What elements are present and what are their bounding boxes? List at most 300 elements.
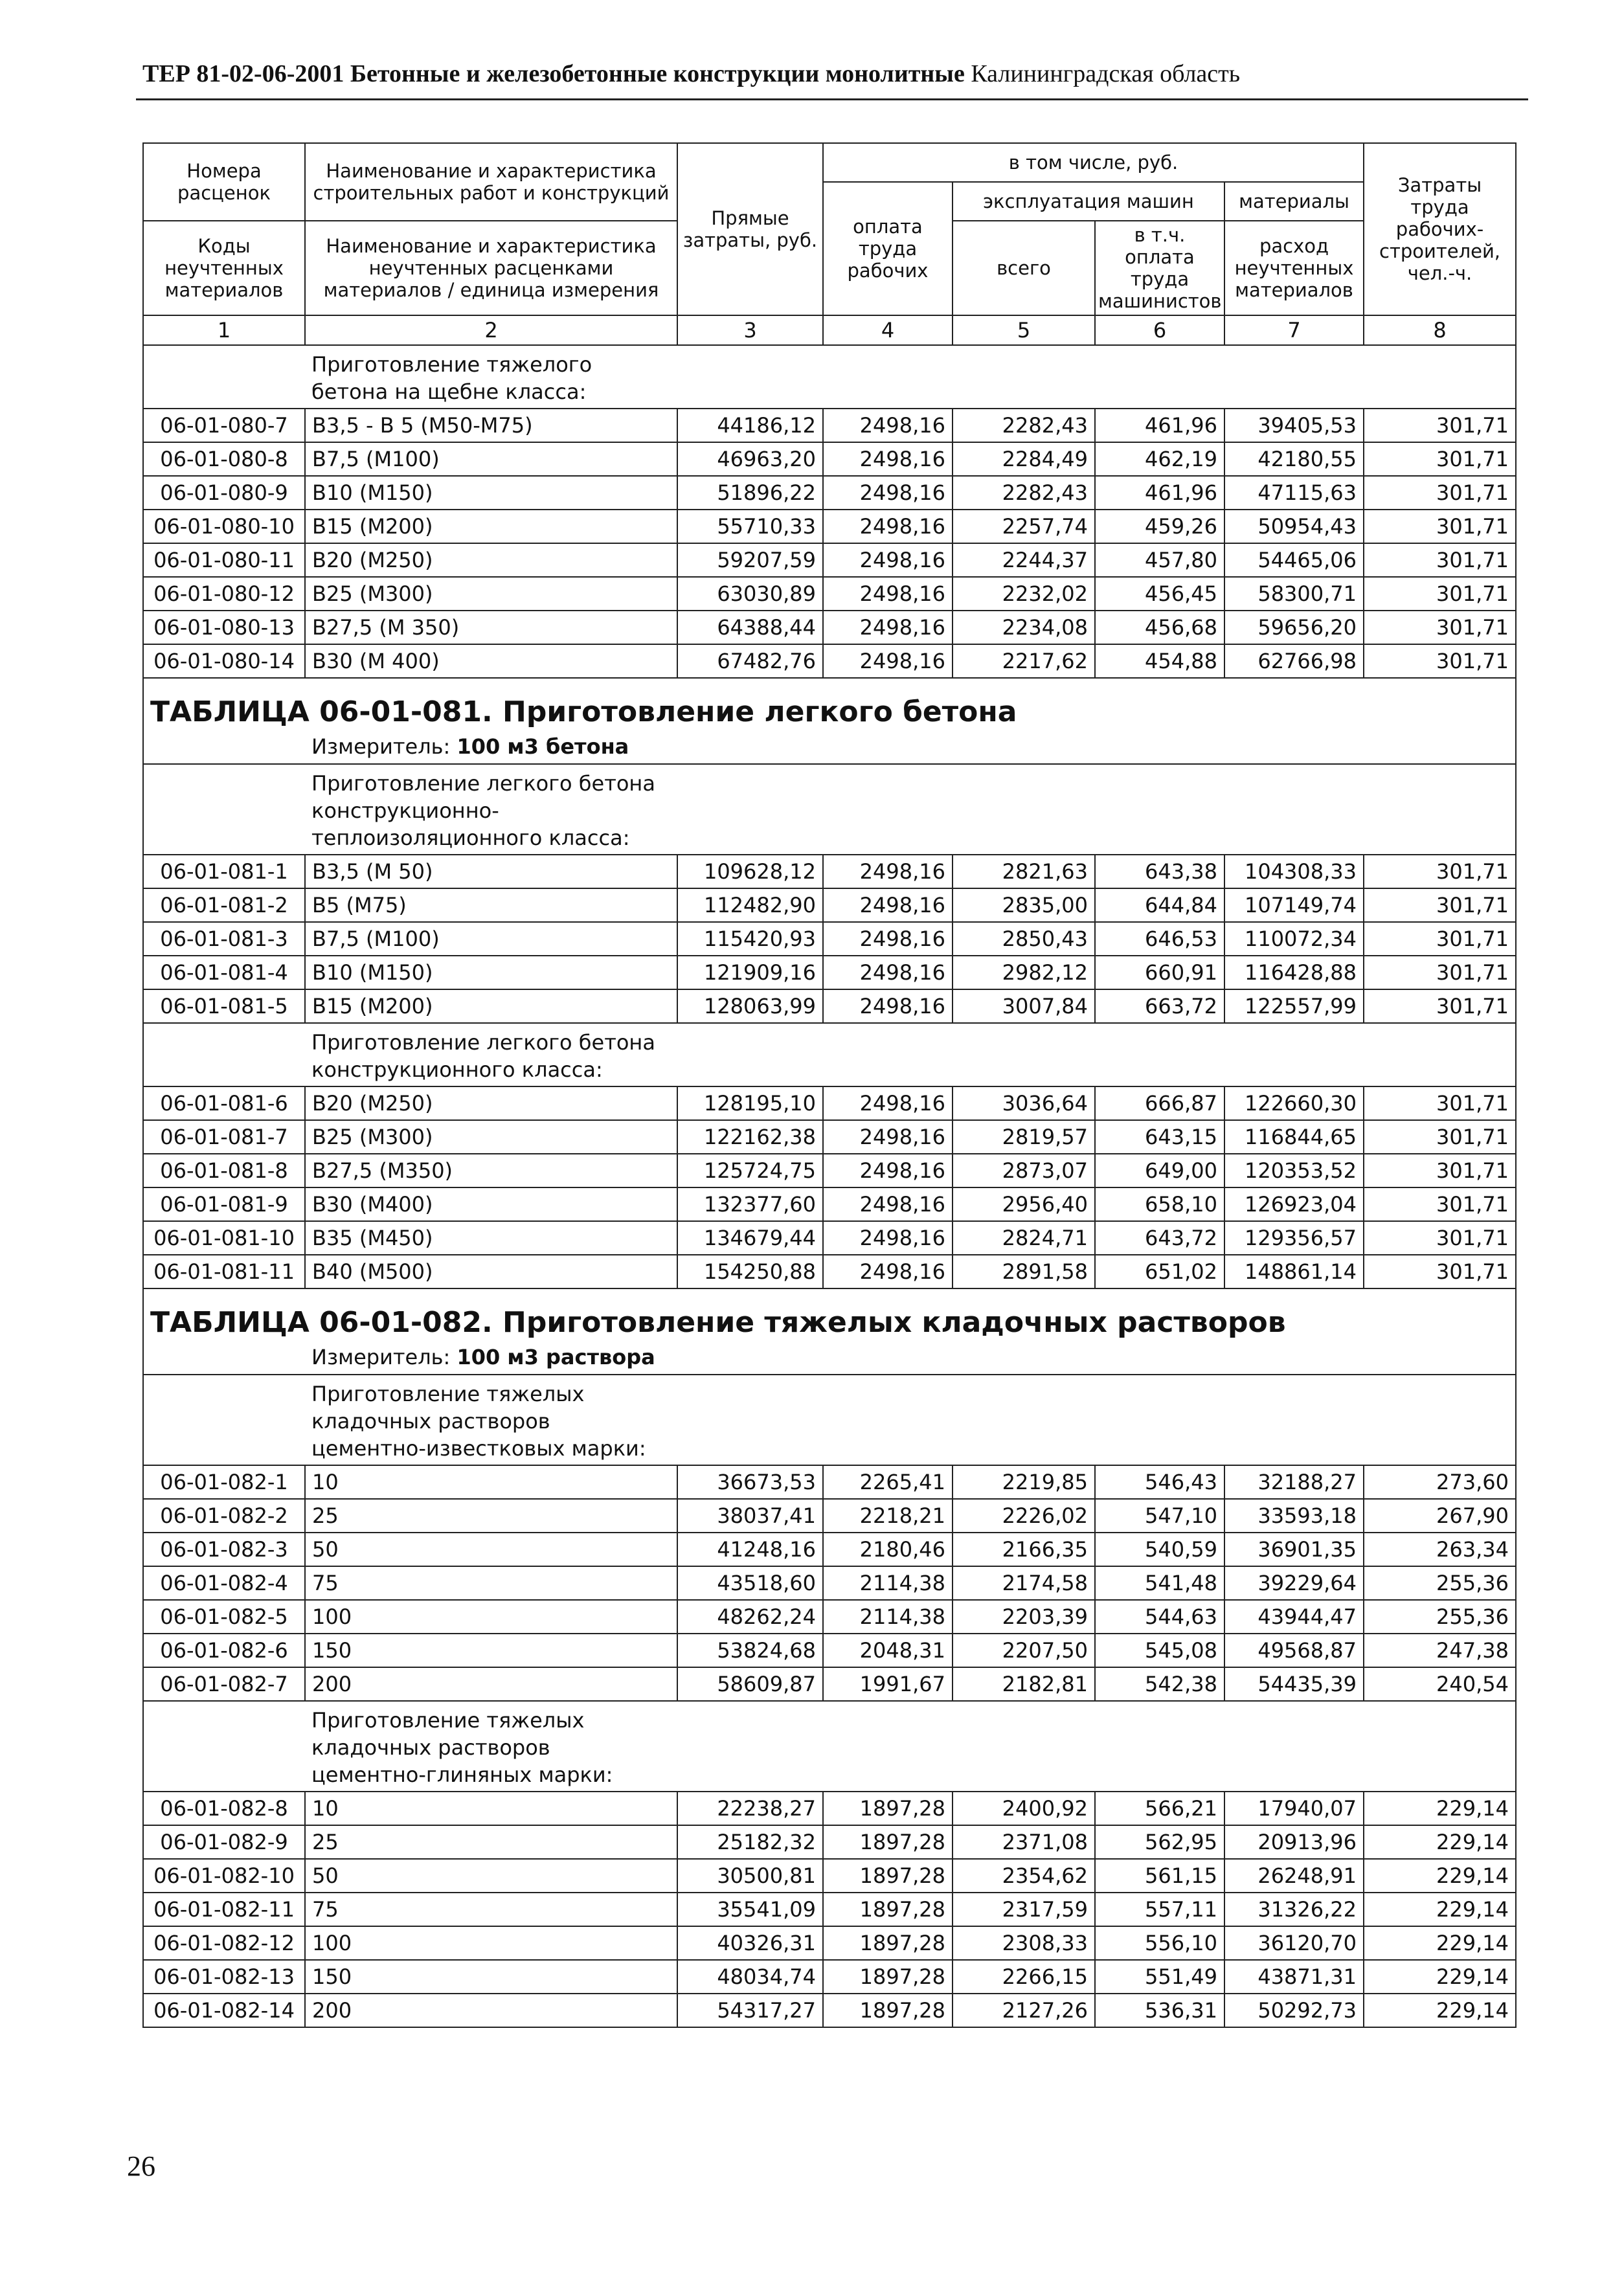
table-row <box>143 1600 1516 1634</box>
col-incl-header: в том числе, руб. <box>823 143 1364 182</box>
measure-value: 100 м3 раствора <box>457 1345 655 1369</box>
work-name: В15 (М200) <box>305 510 677 543</box>
rate-code: 06-01-080-11 <box>143 543 305 577</box>
machine-total: 2354,62 <box>953 1859 1095 1893</box>
direct-cost: 132377,60 <box>677 1187 823 1221</box>
rate-code: 06-01-082-2 <box>143 1499 305 1533</box>
work-name: В3,5 (М 50) <box>305 855 677 888</box>
col-num-7: 7 <box>1224 315 1364 345</box>
direct-cost: 128063,99 <box>677 989 823 1023</box>
machine-total: 2217,62 <box>953 644 1095 678</box>
group-caption: Приготовление тяжелого бетона на щебне класса: <box>311 352 592 404</box>
rate-code: 06-01-082-5 <box>143 1600 305 1634</box>
col-mach-pay-header: в т.ч. оплата труда машинистов <box>1095 221 1224 315</box>
direct-cost: 22238,27 <box>677 1792 823 1825</box>
materials-cost: 47115,63 <box>1224 476 1364 510</box>
group-spacer <box>143 1375 305 1465</box>
labor-pay: 2114,38 <box>823 1566 953 1600</box>
table-row <box>143 1825 1516 1859</box>
col-mat-header: материалы <box>1224 182 1364 221</box>
rate-code: 06-01-081-2 <box>143 888 305 922</box>
machine-total: 2371,08 <box>953 1825 1095 1859</box>
section-title: ТАБЛИЦА 06-01-082. Приготовление тяжелых кладочных растворов <box>150 1306 1286 1339</box>
machinist-pay: 547,10 <box>1095 1499 1224 1533</box>
machine-total: 2257,74 <box>953 510 1095 543</box>
direct-cost: 43518,60 <box>677 1566 823 1600</box>
group-spacer <box>677 1701 1516 1792</box>
machine-total: 2819,57 <box>953 1120 1095 1154</box>
materials-cost: 33593,18 <box>1224 1499 1364 1533</box>
labor-pay: 2498,16 <box>823 409 953 442</box>
materials-cost: 49568,87 <box>1224 1634 1364 1667</box>
column-numbers-row <box>143 315 1516 345</box>
machine-total: 2219,85 <box>953 1465 1095 1499</box>
labor-hours: 301,71 <box>1364 855 1516 888</box>
labor-hours: 301,71 <box>1364 1255 1516 1288</box>
labor-hours: 263,34 <box>1364 1533 1516 1566</box>
materials-cost: 104308,33 <box>1224 855 1364 888</box>
table-row <box>143 442 1516 476</box>
labor-pay: 2048,31 <box>823 1634 953 1667</box>
work-name: 25 <box>305 1499 677 1533</box>
labor-hours: 301,71 <box>1364 1187 1516 1221</box>
group-spacer <box>677 345 1516 409</box>
work-name: 100 <box>305 1926 677 1960</box>
rate-code: 06-01-081-5 <box>143 989 305 1023</box>
labor-hours: 301,71 <box>1364 611 1516 644</box>
materials-cost: 36901,35 <box>1224 1533 1364 1566</box>
work-name: 75 <box>305 1566 677 1600</box>
materials-cost: 31326,22 <box>1224 1893 1364 1926</box>
materials-cost: 43871,31 <box>1224 1960 1364 1994</box>
rate-code: 06-01-080-12 <box>143 577 305 611</box>
machine-total: 2400,92 <box>953 1792 1095 1825</box>
page-header <box>142 60 1528 88</box>
rate-code: 06-01-081-8 <box>143 1154 305 1187</box>
work-name: 10 <box>305 1792 677 1825</box>
machinist-pay: 644,84 <box>1095 888 1224 922</box>
work-name: В10 (М150) <box>305 476 677 510</box>
rate-code: 06-01-082-3 <box>143 1533 305 1566</box>
table-row <box>143 644 1516 678</box>
direct-cost: 46963,20 <box>677 442 823 476</box>
col-num-4: 4 <box>823 315 953 345</box>
group-caption: Приготовление легкого бетона конструкционно-теплоизоляционного класса: <box>311 771 655 850</box>
labor-hours: 229,14 <box>1364 1825 1516 1859</box>
machine-total: 2824,71 <box>953 1221 1095 1255</box>
direct-cost: 64388,44 <box>677 611 823 644</box>
col-num-3: 3 <box>677 315 823 345</box>
labor-hours: 301,71 <box>1364 510 1516 543</box>
group-spacer <box>143 345 305 409</box>
machine-total: 2317,59 <box>953 1893 1095 1926</box>
labor-hours: 229,14 <box>1364 1994 1516 2027</box>
work-name: В10 (М150) <box>305 956 677 989</box>
rate-code: 06-01-081-3 <box>143 922 305 956</box>
rate-code: 06-01-081-1 <box>143 855 305 888</box>
labor-pay: 2498,16 <box>823 922 953 956</box>
direct-cost: 51896,22 <box>677 476 823 510</box>
rate-code: 06-01-081-9 <box>143 1187 305 1221</box>
direct-cost: 40326,31 <box>677 1926 823 1960</box>
direct-cost: 25182,32 <box>677 1825 823 1859</box>
section-title-row <box>143 678 1516 734</box>
rate-code: 06-01-082-12 <box>143 1926 305 1960</box>
direct-cost: 53824,68 <box>677 1634 823 1667</box>
col-mach-header: эксплуатация машин <box>953 182 1224 221</box>
group-caption-row <box>143 1375 1516 1465</box>
measure-spacer <box>143 734 305 764</box>
materials-cost: 20913,96 <box>1224 1825 1364 1859</box>
page-number: 26 <box>127 2150 155 2182</box>
machinist-pay: 666,87 <box>1095 1086 1224 1120</box>
labor-hours: 301,71 <box>1364 543 1516 577</box>
materials-cost: 54435,39 <box>1224 1667 1364 1701</box>
machinist-pay: 544,63 <box>1095 1600 1224 1634</box>
group-caption-row <box>143 1701 1516 1792</box>
rate-code: 06-01-081-11 <box>143 1255 305 1288</box>
table-row <box>143 1960 1516 1994</box>
rate-code: 06-01-080-13 <box>143 611 305 644</box>
machinist-pay: 556,10 <box>1095 1926 1224 1960</box>
machine-total: 2821,63 <box>953 855 1095 888</box>
machinist-pay: 542,38 <box>1095 1667 1224 1701</box>
labor-hours: 301,71 <box>1364 1120 1516 1154</box>
measure-label: Измеритель: <box>311 734 451 759</box>
machine-total: 2232,02 <box>953 577 1095 611</box>
work-name: 200 <box>305 1994 677 2027</box>
direct-cost: 36673,53 <box>677 1465 823 1499</box>
labor-pay: 2498,16 <box>823 1187 953 1221</box>
section-title: ТАБЛИЦА 06-01-081. Приготовление легкого бетона <box>150 695 1017 728</box>
rate-code: 06-01-081-4 <box>143 956 305 989</box>
labor-pay: 2180,46 <box>823 1533 953 1566</box>
machinist-pay: 643,15 <box>1095 1120 1224 1154</box>
labor-hours: 301,71 <box>1364 1154 1516 1187</box>
machine-total: 2207,50 <box>953 1634 1095 1667</box>
machine-total: 3007,84 <box>953 989 1095 1023</box>
machine-total: 2956,40 <box>953 1187 1095 1221</box>
work-name: В40 (М500) <box>305 1255 677 1288</box>
header-row-1 <box>143 143 1516 182</box>
measure-value: 100 м3 бетона <box>457 734 629 759</box>
machine-total: 2282,43 <box>953 409 1095 442</box>
machinist-pay: 660,91 <box>1095 956 1224 989</box>
machine-total: 2127,26 <box>953 1994 1095 2027</box>
labor-hours: 301,71 <box>1364 1086 1516 1120</box>
machinist-pay: 546,43 <box>1095 1465 1224 1499</box>
direct-cost: 55710,33 <box>677 510 823 543</box>
machinist-pay: 454,88 <box>1095 644 1224 678</box>
work-name: 150 <box>305 1634 677 1667</box>
group-caption: Приготовление тяжелых кладочных растворов цементно-глиняных марки: <box>311 1708 613 1787</box>
direct-cost: 115420,93 <box>677 922 823 956</box>
labor-pay: 1897,28 <box>823 1994 953 2027</box>
direct-cost: 121909,16 <box>677 956 823 989</box>
materials-cost: 116844,65 <box>1224 1120 1364 1154</box>
materials-cost: 120353,52 <box>1224 1154 1364 1187</box>
machinist-pay: 649,00 <box>1095 1154 1224 1187</box>
materials-cost: 122660,30 <box>1224 1086 1364 1120</box>
rate-code: 06-01-080-9 <box>143 476 305 510</box>
table-row <box>143 611 1516 644</box>
col-num-1: 1 <box>143 315 305 345</box>
group-spacer <box>143 1023 305 1086</box>
group-caption-row <box>143 764 1516 855</box>
machinist-pay: 457,80 <box>1095 543 1224 577</box>
col-num-8: 8 <box>1364 315 1516 345</box>
table-row <box>143 1465 1516 1499</box>
machinist-pay: 562,95 <box>1095 1825 1224 1859</box>
materials-cost: 148861,14 <box>1224 1255 1364 1288</box>
machinist-pay: 456,45 <box>1095 577 1224 611</box>
rate-code: 06-01-080-10 <box>143 510 305 543</box>
group-spacer <box>677 1023 1516 1086</box>
labor-hours: 229,14 <box>1364 1893 1516 1926</box>
col-num-2: 2 <box>305 315 677 345</box>
group-caption: Приготовление легкого бетона конструкционного класса: <box>311 1030 655 1082</box>
machine-total: 2982,12 <box>953 956 1095 989</box>
table-row <box>143 1634 1516 1667</box>
machinist-pay: 566,21 <box>1095 1792 1224 1825</box>
machine-total: 2244,37 <box>953 543 1095 577</box>
group-spacer <box>677 1375 1516 1465</box>
machinist-pay: 540,59 <box>1095 1533 1224 1566</box>
work-name: 75 <box>305 1893 677 1926</box>
materials-cost: 58300,71 <box>1224 577 1364 611</box>
direct-cost: 35541,09 <box>677 1893 823 1926</box>
table-row <box>143 956 1516 989</box>
work-name: 100 <box>305 1600 677 1634</box>
labor-pay: 2498,16 <box>823 577 953 611</box>
rate-code: 06-01-082-1 <box>143 1465 305 1499</box>
machinist-pay: 557,11 <box>1095 1893 1224 1926</box>
rate-code: 06-01-081-7 <box>143 1120 305 1154</box>
labor-pay: 1897,28 <box>823 1926 953 1960</box>
machine-total: 2182,81 <box>953 1667 1095 1701</box>
measure-cell <box>305 1344 1516 1375</box>
work-name: 150 <box>305 1960 677 1994</box>
col-mach-total-header: всего <box>953 221 1095 315</box>
table-row <box>143 1994 1516 2027</box>
table-row <box>143 1499 1516 1533</box>
table-row <box>143 409 1516 442</box>
section-measure-row <box>143 734 1516 764</box>
table-row <box>143 855 1516 888</box>
machine-total: 2266,15 <box>953 1960 1095 1994</box>
table-row <box>143 1154 1516 1187</box>
direct-cost: 112482,90 <box>677 888 823 922</box>
table-row <box>143 1792 1516 1825</box>
machinist-pay: 643,38 <box>1095 855 1224 888</box>
rate-code: 06-01-082-6 <box>143 1634 305 1667</box>
work-name: 50 <box>305 1859 677 1893</box>
direct-cost: 63030,89 <box>677 577 823 611</box>
machine-total: 2226,02 <box>953 1499 1095 1533</box>
labor-hours: 255,36 <box>1364 1566 1516 1600</box>
rate-code: 06-01-082-11 <box>143 1893 305 1926</box>
work-name: 200 <box>305 1667 677 1701</box>
materials-cost: 62766,98 <box>1224 644 1364 678</box>
measure-cell <box>305 734 1516 764</box>
materials-cost: 122557,99 <box>1224 989 1364 1023</box>
rate-code: 06-01-082-10 <box>143 1859 305 1893</box>
machinist-pay: 561,15 <box>1095 1859 1224 1893</box>
labor-hours: 301,71 <box>1364 888 1516 922</box>
work-name: 50 <box>305 1533 677 1566</box>
labor-hours: 267,90 <box>1364 1499 1516 1533</box>
table-row <box>143 1566 1516 1600</box>
section-title-row <box>143 1288 1516 1344</box>
table-row <box>143 1086 1516 1120</box>
table-row <box>143 1221 1516 1255</box>
direct-cost: 59207,59 <box>677 543 823 577</box>
rates-table <box>142 142 1517 2028</box>
labor-hours: 301,71 <box>1364 644 1516 678</box>
group-caption: Приготовление тяжелых кладочных растворов цементно-известковых марки: <box>311 1382 646 1461</box>
rates-sheet <box>142 142 1515 2028</box>
table-row <box>143 1255 1516 1288</box>
machine-total: 2166,35 <box>953 1533 1095 1566</box>
rate-code: 06-01-082-13 <box>143 1960 305 1994</box>
direct-cost: 30500,81 <box>677 1859 823 1893</box>
labor-hours: 301,71 <box>1364 442 1516 476</box>
materials-cost: 54465,06 <box>1224 543 1364 577</box>
rate-code: 06-01-080-7 <box>143 409 305 442</box>
direct-cost: 154250,88 <box>677 1255 823 1288</box>
labor-hours: 273,60 <box>1364 1465 1516 1499</box>
labor-pay: 1897,28 <box>823 1825 953 1859</box>
machinist-pay: 663,72 <box>1095 989 1224 1023</box>
machinist-pay: 461,96 <box>1095 409 1224 442</box>
machine-total: 2850,43 <box>953 922 1095 956</box>
table-row <box>143 1187 1516 1221</box>
direct-cost: 48262,24 <box>677 1600 823 1634</box>
machinist-pay: 541,48 <box>1095 1566 1224 1600</box>
rate-code: 06-01-082-14 <box>143 1994 305 2027</box>
labor-pay: 2498,16 <box>823 989 953 1023</box>
direct-cost: 54317,27 <box>677 1994 823 2027</box>
machine-total: 2891,58 <box>953 1255 1095 1288</box>
work-name: В15 (М200) <box>305 989 677 1023</box>
direct-cost: 58609,87 <box>677 1667 823 1701</box>
work-name: В20 (М250) <box>305 1086 677 1120</box>
labor-pay: 2265,41 <box>823 1465 953 1499</box>
direct-cost: 122162,38 <box>677 1120 823 1154</box>
table-row <box>143 922 1516 956</box>
group-spacer <box>143 764 305 855</box>
materials-cost: 36120,70 <box>1224 1926 1364 1960</box>
materials-cost: 43944,47 <box>1224 1600 1364 1634</box>
materials-cost: 50292,73 <box>1224 1994 1364 2027</box>
labor-hours: 255,36 <box>1364 1600 1516 1634</box>
work-name: В7,5 (М100) <box>305 442 677 476</box>
labor-hours: 301,71 <box>1364 989 1516 1023</box>
rate-code: 06-01-082-7 <box>143 1667 305 1701</box>
col-num-5: 5 <box>953 315 1095 345</box>
labor-hours: 229,14 <box>1364 1792 1516 1825</box>
table-row <box>143 476 1516 510</box>
labor-pay: 1897,28 <box>823 1792 953 1825</box>
machine-total: 2308,33 <box>953 1926 1095 1960</box>
rate-code: 06-01-081-6 <box>143 1086 305 1120</box>
col-pay-header: оплата труда рабочих <box>823 182 953 315</box>
machinist-pay: 658,10 <box>1095 1187 1224 1221</box>
work-name: В27,5 (М 350) <box>305 611 677 644</box>
direct-cost: 134679,44 <box>677 1221 823 1255</box>
table-row <box>143 577 1516 611</box>
labor-pay: 1897,28 <box>823 1960 953 1994</box>
labor-pay: 2498,16 <box>823 476 953 510</box>
section-measure-row <box>143 1344 1516 1375</box>
table-row <box>143 1667 1516 1701</box>
rate-code: 06-01-080-8 <box>143 442 305 476</box>
machine-total: 2203,39 <box>953 1600 1095 1634</box>
machinist-pay: 651,02 <box>1095 1255 1224 1288</box>
col-codes-header: Коды неучтенных материалов <box>143 221 305 315</box>
labor-hours: 247,38 <box>1364 1634 1516 1667</box>
direct-cost: 48034,74 <box>677 1960 823 1994</box>
labor-hours: 229,14 <box>1364 1960 1516 1994</box>
labor-pay: 2498,16 <box>823 888 953 922</box>
labor-pay: 2498,16 <box>823 1086 953 1120</box>
machine-total: 2234,08 <box>953 611 1095 644</box>
materials-cost: 39405,53 <box>1224 409 1364 442</box>
machinist-pay: 646,53 <box>1095 922 1224 956</box>
labor-pay: 1897,28 <box>823 1893 953 1926</box>
table-row <box>143 1533 1516 1566</box>
direct-cost: 128195,10 <box>677 1086 823 1120</box>
machinist-pay: 462,19 <box>1095 442 1224 476</box>
labor-hours: 240,54 <box>1364 1667 1516 1701</box>
labor-hours: 301,71 <box>1364 956 1516 989</box>
work-name: В7,5 (М100) <box>305 922 677 956</box>
work-name: В30 (М400) <box>305 1187 677 1221</box>
materials-cost: 129356,57 <box>1224 1221 1364 1255</box>
materials-cost: 126923,04 <box>1224 1187 1364 1221</box>
direct-cost: 67482,76 <box>677 644 823 678</box>
machine-total: 3036,64 <box>953 1086 1095 1120</box>
materials-cost: 116428,88 <box>1224 956 1364 989</box>
materials-cost: 107149,74 <box>1224 888 1364 922</box>
labor-hours: 229,14 <box>1364 1859 1516 1893</box>
materials-cost: 59656,20 <box>1224 611 1364 644</box>
rate-code: 06-01-080-14 <box>143 644 305 678</box>
rate-code: 06-01-082-9 <box>143 1825 305 1859</box>
labor-pay: 2498,16 <box>823 510 953 543</box>
col-numbers-header: Номера расценок <box>143 143 305 221</box>
col-direct-header: Прямые затраты, руб. <box>677 143 823 315</box>
labor-pay: 2498,16 <box>823 543 953 577</box>
labor-pay: 2498,16 <box>823 956 953 989</box>
materials-cost: 110072,34 <box>1224 922 1364 956</box>
machinist-pay: 536,31 <box>1095 1994 1224 2027</box>
machinist-pay: 459,26 <box>1095 510 1224 543</box>
labor-hours: 301,71 <box>1364 922 1516 956</box>
materials-cost: 26248,91 <box>1224 1859 1364 1893</box>
labor-hours: 301,71 <box>1364 577 1516 611</box>
work-name: В3,5 - В 5 (М50-М75) <box>305 409 677 442</box>
labor-pay: 2498,16 <box>823 611 953 644</box>
col-name-header: Наименование и характеристика строительных работ и конструкций <box>305 143 677 221</box>
group-caption-row <box>143 345 1516 409</box>
table-row <box>143 1926 1516 1960</box>
labor-hours: 301,71 <box>1364 409 1516 442</box>
machine-total: 2282,43 <box>953 476 1095 510</box>
work-name: В35 (М450) <box>305 1221 677 1255</box>
materials-cost: 50954,43 <box>1224 510 1364 543</box>
labor-pay: 1991,67 <box>823 1667 953 1701</box>
